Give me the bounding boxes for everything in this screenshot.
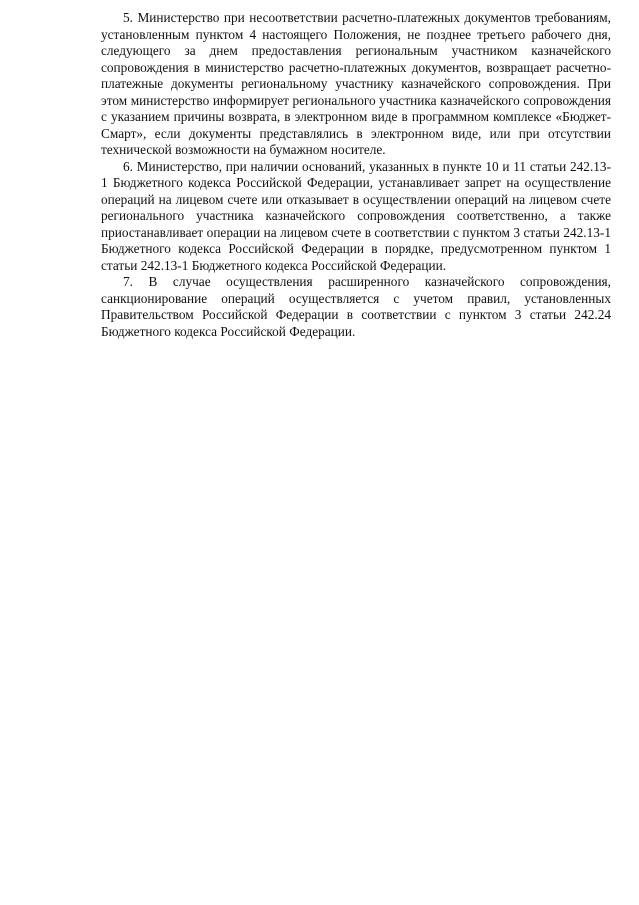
paragraph-7: 7. В случае осуществления расширенного казначейского сопровождения, санкционирование операций осуществляется с учетом правил, установленных Правительством Российской Федерации в соответствии с пунктом 3 статьи 242.24 Бюджетного кодекса Российской Федерации. <box>101 274 611 339</box>
paragraph-6: 6. Министерство, при наличии оснований, указанных в пункте 10 и 11 статьи 242.13-1 Бюджетного кодекса Российской Федерации, устанавливает запрет на осуществление операций на лицевом счете или отказывает в осуществлении операций на лицевом счете регионального участника казначейского сопровождения соответственно, а также приостанавливает операции на лицевом счете в соответствии с пунктом 3 статьи 242.13-1 Бюджетного кодекса Российской Федерации в порядке, предусмотренном пунктом 1 статьи 242.13-1 Бюджетного кодекса Российской Федерации. <box>101 158 611 273</box>
document-body <box>101 10 611 340</box>
paragraph-5: 5. Министерство при несоответствии расчетно-платежных документов требованиям, установленным пунктом 4 настоящего Положения, не позднее третьего рабочего дня, следующего за днем предоставления региональным участником казначейского сопровождения в министерство расчетно-платежных документов, возвращает расчетно-платежные документы региональному участнику казначейского сопровождения. При этом министерство информирует регионального участника казначейского сопровождения с указанием причины возврата, в электронном виде в программном комплексе «Бюджет-Смарт», если документы представлялись в электронном виде, или при отсутствии технической возможности на бумажном носителе. <box>101 10 611 157</box>
